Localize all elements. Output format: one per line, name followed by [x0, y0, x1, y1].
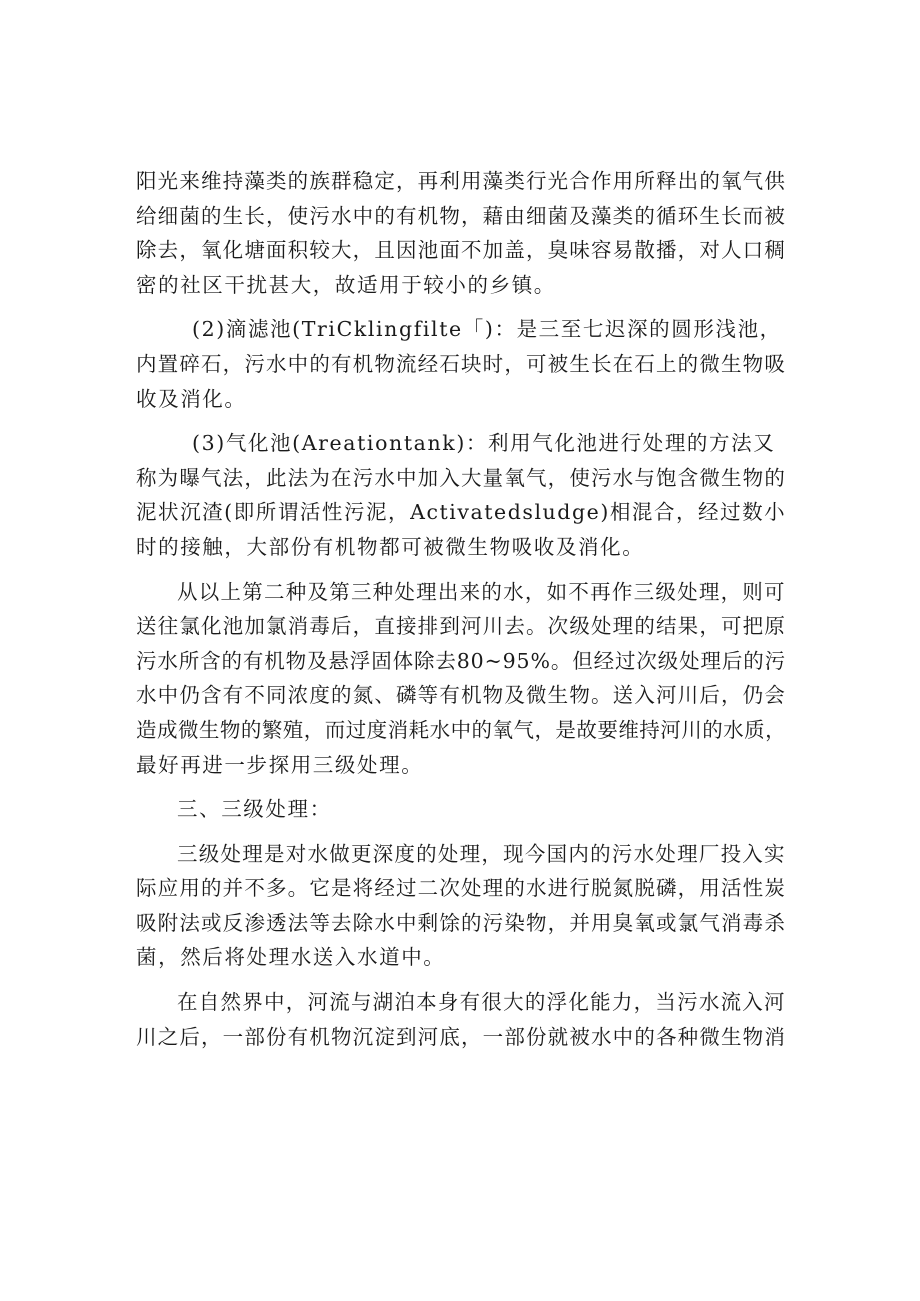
text-line: 川之后，一部份有机物沉淀到河底，一部份就被水中的各种微生物消: [136, 1024, 786, 1049]
document-body: [136, 164, 786, 1064]
paragraph-natural-purification: [136, 985, 786, 1054]
text-line-first: (2)滴滤池(TriCklingfilte「)：是三至七迟深的圆形浅池，: [192, 317, 782, 342]
text-line-first: 三级处理是对水做更深度的处理，现今国内的污水处理厂投入实: [177, 841, 786, 866]
text-line: 水中仍含有不同浓度的氮、磷等有机物及微生物。送入河川后，仍会: [136, 683, 786, 708]
paragraph-trickling-filter: [136, 312, 786, 416]
paragraph-tertiary-description: [136, 837, 786, 975]
text-line-first: 三、三级处理：: [177, 797, 332, 822]
text-line: 吸附法或反渗透法等去除水中剩馀的污染物，并用臭氧或氯气消毒杀: [136, 910, 786, 935]
text-line: 给细菌的生长，使污水中的有机物，藉由细菌及藻类的循环生长而被: [136, 203, 786, 228]
text-line-first: 从以上第二种及第三种处理出来的水，如不再作三级处理，则可: [177, 579, 786, 604]
text-line: 送往氯化池加氯消毒后，直接排到河川去。次级处理的结果，可把原: [136, 614, 786, 639]
text-line: 内置碎石，污水中的有机物流经石块时，可被生长在石上的微生物吸: [136, 351, 786, 376]
paragraph-oxidation-pond: [136, 164, 786, 302]
text-line: 时的接触，大部份有机物都可被微生物吸收及消化。: [136, 534, 645, 559]
text-line: 密的社区干扰甚大，故适用于较小的乡镇。: [136, 272, 556, 297]
paragraph-aeration-tank: [136, 426, 786, 564]
text-line-first: (3)气化池(Areationtank)：利用气化池进行处理的方法又: [192, 431, 776, 456]
text-line: 阳光来维持藻类的族群稳定，再利用藻类行光合作用所释出的氧气供: [136, 169, 786, 193]
text-line: 最好再进一步探用三级处理。: [136, 752, 424, 777]
text-line: 造成微生物的繁殖，而过度消耗水中的氧气，是故要维持河川的水质，: [136, 717, 787, 742]
paragraph-secondary-result: [136, 575, 786, 783]
text-line: 称为曝气法，此法为在污水中加入大量氧气，使污水与饱含微生物的: [136, 465, 786, 490]
text-line: 际应用的并不多。它是将经过二次处理的水进行脱氮脱磷，用活性炭: [136, 876, 786, 901]
text-line: 收及消化。: [136, 386, 247, 411]
text-line: 污水所含的有机物及悬浮固体除去80~95%。但经过次级处理后的污: [136, 648, 787, 673]
section-heading-tertiary: [136, 792, 786, 827]
text-line: 菌，然后将处理水送入水道中。: [136, 945, 446, 970]
text-line: 泥状沉渣(即所谓活性污泥，Activatedsludge)相混合，经过数小: [136, 500, 787, 525]
text-line: 除去，氧化塘面积较大，且因池面不加盖，臭味容易散播，对人口稠: [136, 238, 786, 263]
text-line-first: 在自然界中，河流与湖泊本身有很大的浮化能力，当污水流入河: [177, 990, 786, 1015]
